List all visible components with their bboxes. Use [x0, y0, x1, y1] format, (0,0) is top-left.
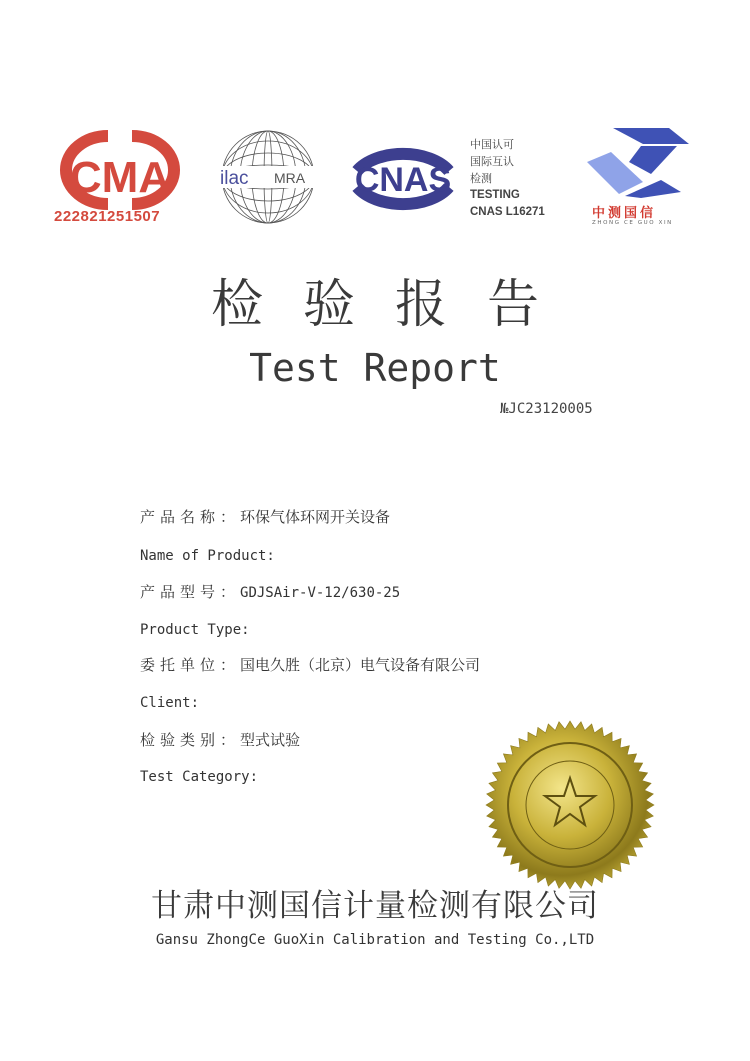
field-value: 型式试验: [240, 731, 301, 749]
field-label-en: Test Category:: [140, 769, 259, 785]
field-value: GDJSAir-V-12/630-25: [240, 585, 401, 601]
cnas-logo: [343, 135, 463, 221]
field-product-name-en: [140, 546, 275, 564]
field-label: 委托单位：: [140, 656, 241, 674]
company-name-en: Gansu ZhongCe GuoXin Calibration and Testing Co.,LTD: [155, 932, 595, 948]
field-value: 环保气体环网开关设备: [240, 508, 391, 526]
field-product-type: [140, 581, 400, 602]
report-title-en: Test Report: [249, 346, 501, 390]
mra-mark: MRA: [274, 170, 306, 186]
company-name-cn: 甘肃中测国信计量检测有限公司: [151, 888, 599, 924]
cnas-accreditation-text: [470, 136, 545, 221]
field-client-en: [140, 693, 199, 711]
zhongce-logo: [585, 122, 690, 202]
cnas-line-4: TESTING: [470, 189, 520, 201]
cnas-line-5: CNAS L16271: [470, 206, 545, 218]
field-label-en: Product Type:: [140, 622, 250, 638]
zhongce-name-pinyin: ZHONG CE GUO XIN: [592, 220, 673, 226]
field-label: 产品型号：: [140, 583, 241, 601]
field-test-category-en: [140, 767, 258, 785]
ilac-mra-logo: [216, 122, 320, 232]
field-client: [140, 654, 480, 675]
field-value: 国电久胜（北京）电气设备有限公司: [240, 656, 481, 674]
field-label-en: Name of Product:: [140, 548, 275, 564]
cnas-line-3: 检测: [470, 172, 492, 185]
gold-seal: [485, 720, 655, 890]
field-label: 检验类别：: [140, 731, 241, 749]
ilac-mark: ilac: [220, 168, 249, 189]
cnas-line-2: 国际互认: [470, 155, 514, 168]
cma-mark: CMA: [69, 153, 171, 202]
report-number: №JC23120005: [500, 401, 593, 417]
cnas-line-1: 中国认可: [470, 138, 514, 151]
field-product-name: [140, 506, 390, 527]
field-label-en: Client:: [140, 695, 200, 711]
cnas-mark: CNAS: [354, 161, 452, 199]
field-label: 产品名称：: [140, 508, 241, 526]
cma-number: 222821251507: [54, 208, 161, 225]
report-title-cn: 检验报告: [210, 275, 579, 335]
field-test-category: [140, 729, 300, 750]
zhongce-name-cn: 中测国信: [592, 206, 657, 221]
field-product-type-en: [140, 620, 250, 638]
